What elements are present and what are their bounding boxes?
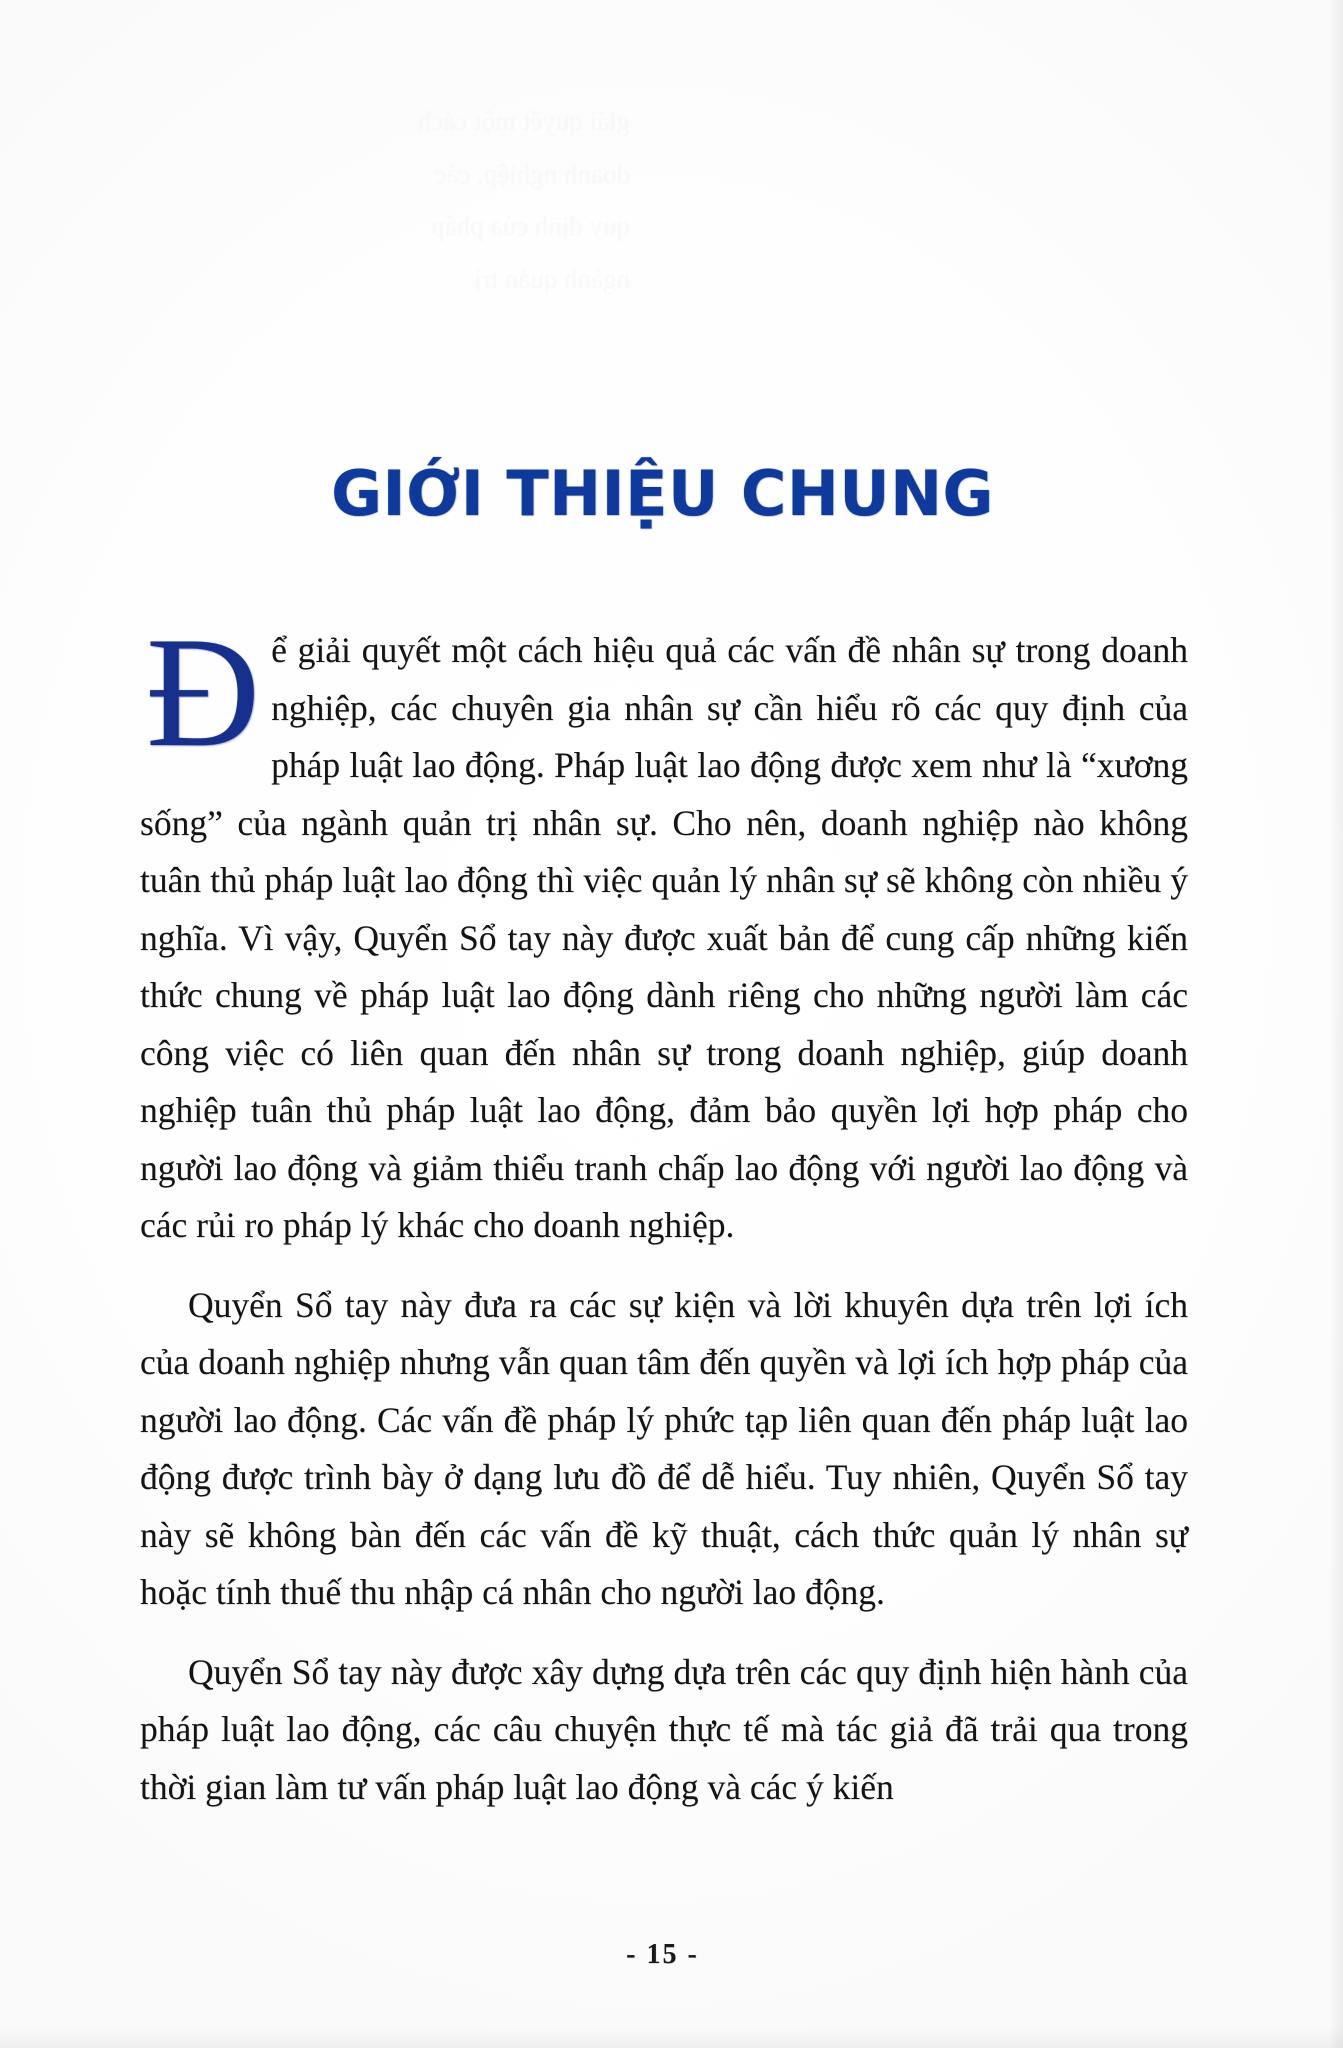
page-number: - 15 -: [626, 1939, 699, 1970]
paragraph-3: Quyển Sổ tay này được xây dựng dựa trên các quy định hiện hành của pháp luật lao động, các câu chuyện thực tế mà tác giả đã trải qua trong thời gian làm tư vấn pháp luật lao động và các ý kiến: [140, 1651, 1188, 1807]
paragraph-2: Quyển Sổ tay này đưa ra các sự kiện và lời khuyên dựa trên lợi ích của doanh nghiệp nhưng vẫn quan tâm đến quyền và lợi ích hợp pháp của người lao động. Các vấn đề pháp lý phức tạp liên quan đến pháp luật lao động được trình bày ở dạng lưu đồ để dễ hiểu. Tuy nhiên, Quyển Sổ tay này sẽ không bàn đến các vấn đề kỹ thuật, cách thức quản lý nhân sự hoặc tính thuế thu nhập cá nhân cho người lao động.: [140, 1284, 1188, 1612]
paragraph-1-text: ể giải quyết một cách hiệu quả các vấn đề nhân sự trong doanh nghiệp, các chuyên gia nhân sự cần hiểu rõ các quy định của pháp luật lao động. Pháp luật lao động được xem như là “xương sống” của ngành quản trị nhân sự. Cho nên, doanh nghiệp nào không tuân thủ pháp luật lao động thì việc quản lý nhân sự sẽ không còn nhiều ý nghĩa. Vì vậy, Quyển Sổ tay này được xuất bản để cung cấp những kiến thức chung về pháp luật lao động dành riêng cho những người làm các công việc có liên quan đến nhân sự trong doanh nghiệp, giúp doanh nghiệp tuân thủ pháp luật lao động, đảm bảo quyền lợi hợp pháp cho người lao động và giảm thiểu tranh chấp lao động với người lao động và các rủi ro pháp lý khác cho doanh nghiệp.: [140, 630, 1188, 1245]
paragraph-1: [140, 605, 1188, 1255]
scan-edge-shadow-bottom: [0, 2026, 1343, 2048]
chapter-title: GIỚI THIỆU CHUNG: [331, 456, 994, 530]
body-text-block: [140, 605, 1188, 1816]
scan-edge-shadow-right: [1329, 0, 1343, 2048]
drop-cap-letter: Đ: [146, 605, 261, 780]
bleed-through-ghost-text: [110, 95, 630, 395]
